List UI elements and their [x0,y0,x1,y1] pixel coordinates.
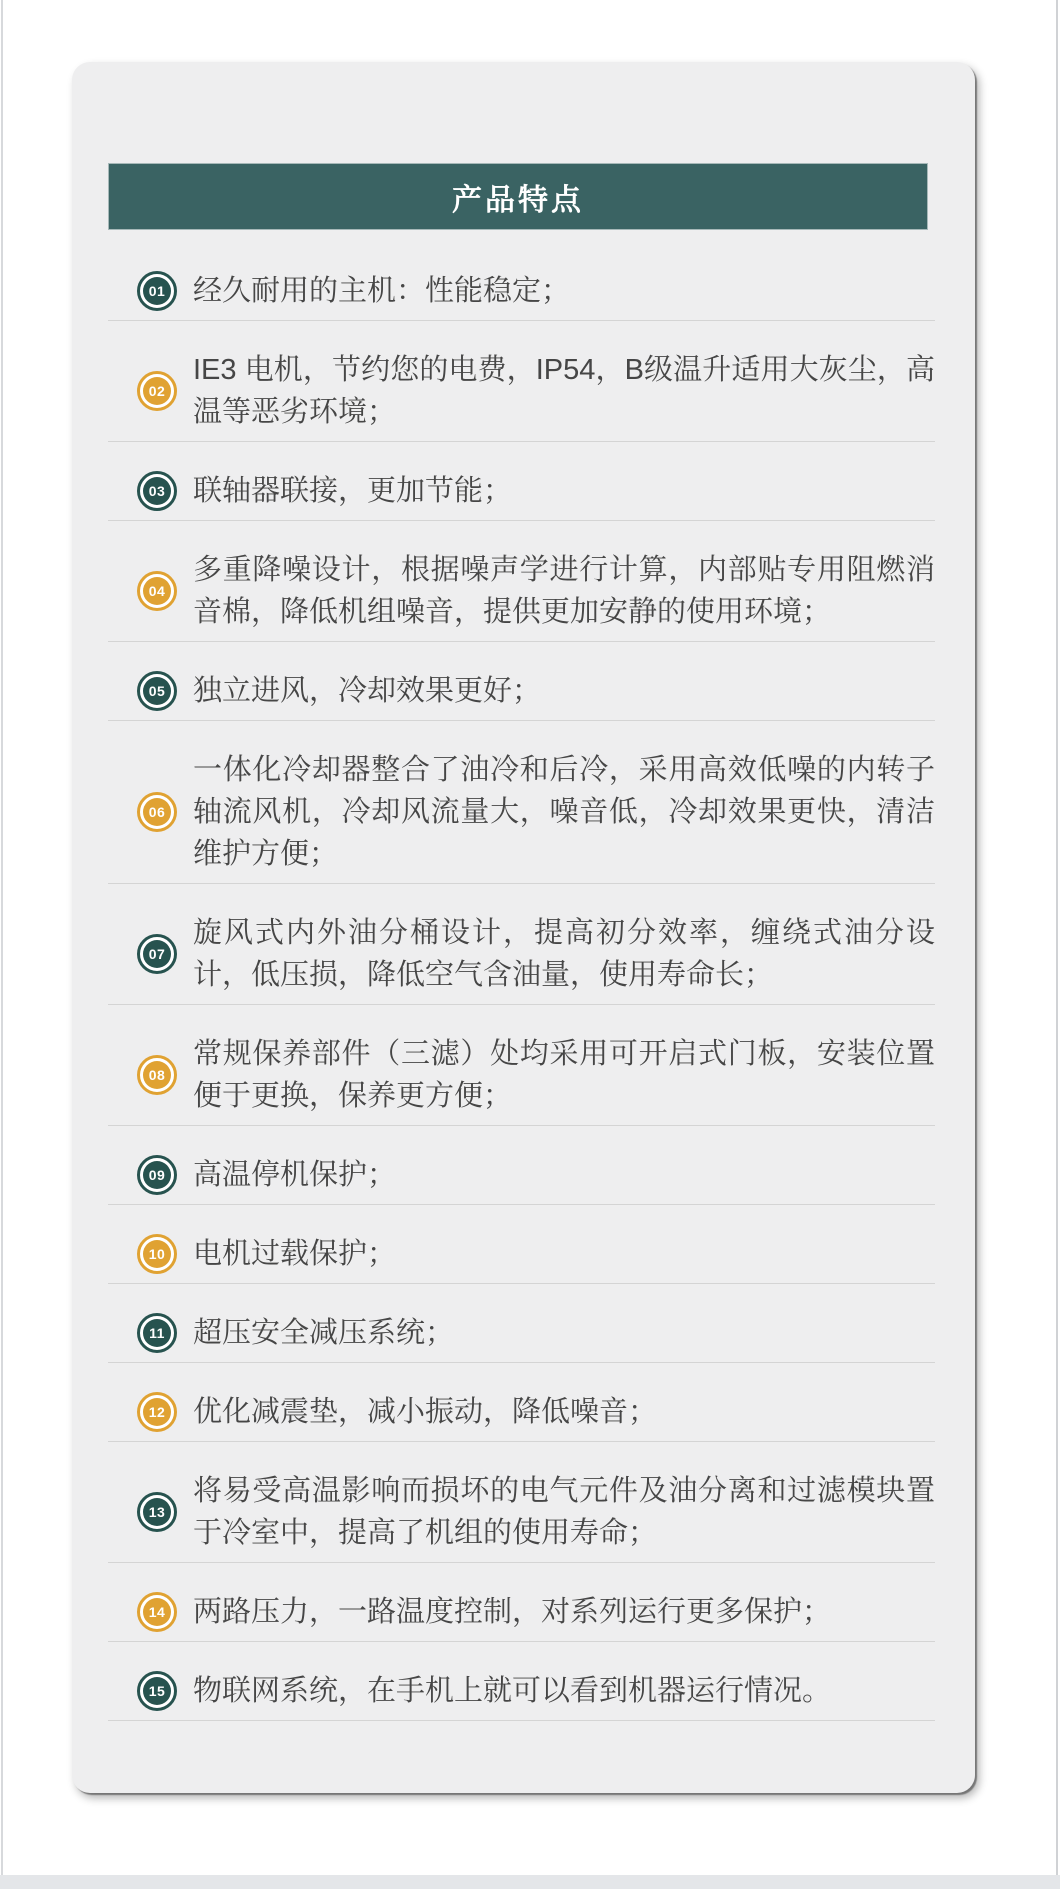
feature-number: 06 [143,798,171,826]
feature-item [108,442,935,521]
feature-number: 08 [143,1061,171,1089]
page-left-border [1,0,3,1889]
feature-number-badge [137,792,177,832]
feature-item [108,1005,935,1126]
feature-item [108,1284,935,1363]
feature-text: 高温停机保护； [193,1159,397,1191]
feature-text: 一体化冷却器整合了油冷和后冷，采用高效低噪的内转子轴流风机，冷却风流量大，噪音低，冷却效果更快，清洁维护方便； [193,754,935,870]
feature-number-badge [137,571,177,611]
feature-number-badge [137,1671,177,1711]
feature-number: 09 [143,1161,171,1189]
feature-text: IE3 电机，节约您的电费，IP54，B级温升适用大灰尘，高温等恶劣环境； [193,354,935,428]
feature-number-badge [137,271,177,311]
feature-item [108,321,935,442]
feature-number: 12 [143,1398,171,1426]
feature-text: 将易受高温影响而损坏的电气元件及油分离和过滤模块置于冷室中，提高了机组的使用寿命； [193,1475,935,1549]
feature-text: 两路压力，一路温度控制，对系列运行更多保护； [193,1596,832,1628]
feature-text: 旋风式内外油分桶设计，提高初分效率，缠绕式油分设计，低压损，降低空气含油量，使用寿命长； [193,917,935,991]
feature-number-badge [137,1055,177,1095]
feature-text: 物联网系统，在手机上就可以看到机器运行情况。 [193,1675,832,1707]
feature-number-badge [137,1313,177,1353]
feature-number-badge [137,1155,177,1195]
feature-text: 优化减震垫，减小振动，降低噪音； [193,1396,658,1428]
next-section-strip [0,1875,1060,1889]
feature-number-badge [137,934,177,974]
feature-item [108,1563,935,1642]
feature-text: 常规保养部件（三滤）处均采用可开启式门板，安装位置便于更换，保养更方便； [193,1038,935,1112]
feature-number: 11 [143,1319,171,1347]
feature-item [108,1642,935,1721]
feature-text: 电机过载保护； [193,1238,397,1270]
section-header-bar [108,163,928,230]
product-features-card [72,62,975,1793]
feature-number: 07 [143,940,171,968]
feature-number-badge [137,671,177,711]
feature-number: 02 [143,377,171,405]
section-title: 产品特点 [452,183,584,217]
feature-item [108,1126,935,1205]
feature-item [108,242,935,321]
feature-item [108,521,935,642]
feature-number: 15 [143,1677,171,1705]
feature-number: 01 [143,277,171,305]
feature-number: 05 [143,677,171,705]
feature-number-badge [137,1592,177,1632]
feature-item [108,721,935,884]
feature-item [108,1442,935,1563]
feature-number-badge [137,371,177,411]
feature-text: 联轴器联接，更加节能； [193,475,513,507]
feature-number-badge [137,1492,177,1532]
feature-number: 04 [143,577,171,605]
feature-item [108,884,935,1005]
feature-number-badge [137,1234,177,1274]
feature-number: 10 [143,1240,171,1268]
feature-number-badge [137,1392,177,1432]
feature-number: 03 [143,477,171,505]
feature-list [108,242,935,1721]
feature-text: 超压安全减压系统； [193,1317,455,1349]
feature-number: 13 [143,1498,171,1526]
feature-text: 独立进风，冷却效果更好； [193,675,542,707]
feature-item [108,1363,935,1442]
feature-text: 经久耐用的主机：性能稳定； [193,275,571,307]
feature-text: 多重降噪设计，根据噪声学进行计算，内部贴专用阻燃消音棉，降低机组噪音，提供更加安静的使用环境； [193,554,935,628]
feature-number-badge [137,471,177,511]
feature-item [108,1205,935,1284]
feature-number: 14 [143,1598,171,1626]
feature-item [108,642,935,721]
page-right-border [1056,0,1058,1889]
